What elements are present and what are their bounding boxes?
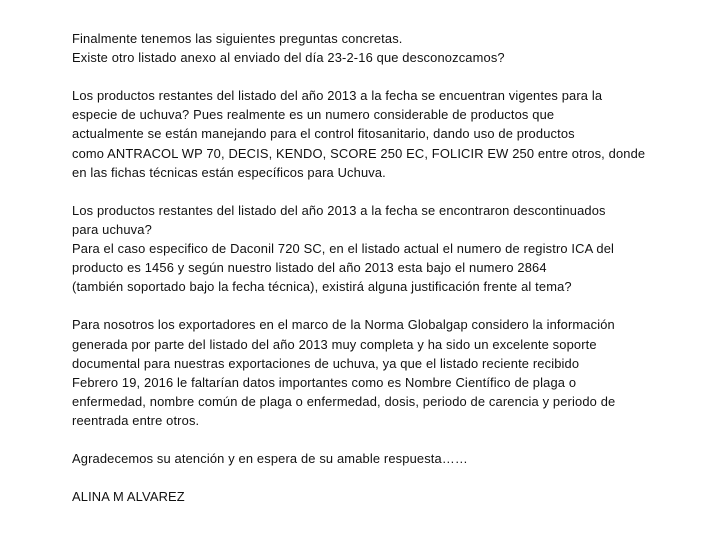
letter-body [72, 29, 682, 506]
text-line: Agradecemos su atención y en espera de su amable respuesta…… [72, 451, 468, 467]
paragraph-vigentes [72, 86, 682, 181]
text-line: Febrero 19, 2016 le faltarían datos importantes como es Nombre Científico de plaga o [72, 374, 577, 390]
text-line: Para el caso especifico de Daconil 720 SC, en el listado actual el numero de registro ICA del [72, 241, 615, 257]
text-line: Para nosotros los exportadores en el marco de la Norma Globalgap considero la información [72, 317, 615, 333]
text-line: Existe otro listado anexo al enviado del día 23-2-16 que desconozcamos? [72, 50, 505, 66]
paragraph-questions-intro [72, 29, 682, 67]
text-line: enfermedad, nombre común de plaga o enfermedad, dosis, periodo de carencia y periodo de [72, 393, 616, 409]
text-line: reentrada entre otros. [72, 412, 200, 428]
text-line: para uchuva? [72, 221, 152, 237]
signature: ALINA M ALVAREZ [72, 489, 185, 505]
text-line: en las fichas técnicas están específicos para Uchuva. [72, 164, 386, 180]
text-line: generada por parte del listado del año 2013 muy completa y ha sido un excelente soporte [72, 336, 597, 352]
text-line: (también soportado bajo la fecha técnica), existirá alguna justificación frente al tema? [72, 279, 572, 295]
text-line: Los productos restantes del listado del año 2013 a la fecha se encontraron descontinuados [72, 202, 606, 218]
text-line: documental para nuestras exportaciones de uchuva, ya que el listado reciente recibido [72, 355, 580, 371]
text-line: producto es 1456 y según nuestro listado del año 2013 esta bajo el numero 2864 [72, 260, 547, 276]
paragraph-closing [72, 449, 682, 468]
text-line: especie de uchuva? Pues realmente es un numero considerable de productos que [72, 107, 555, 123]
text-line: como ANTRACOL WP 70, DECIS, KENDO, SCORE 250 EC, FOLICIR EW 250 entre otros, donde [72, 145, 646, 161]
text-line: Los productos restantes del listado del año 2013 a la fecha se encuentran vigentes para la [72, 88, 603, 104]
text-line: actualmente se están manejando para el control fitosanitario, dando uso de productos [72, 126, 575, 142]
paragraph-globalgap [72, 315, 682, 430]
paragraph-descontinuados [72, 201, 682, 296]
text-line: Finalmente tenemos las siguientes preguntas concretas. [72, 31, 403, 46]
